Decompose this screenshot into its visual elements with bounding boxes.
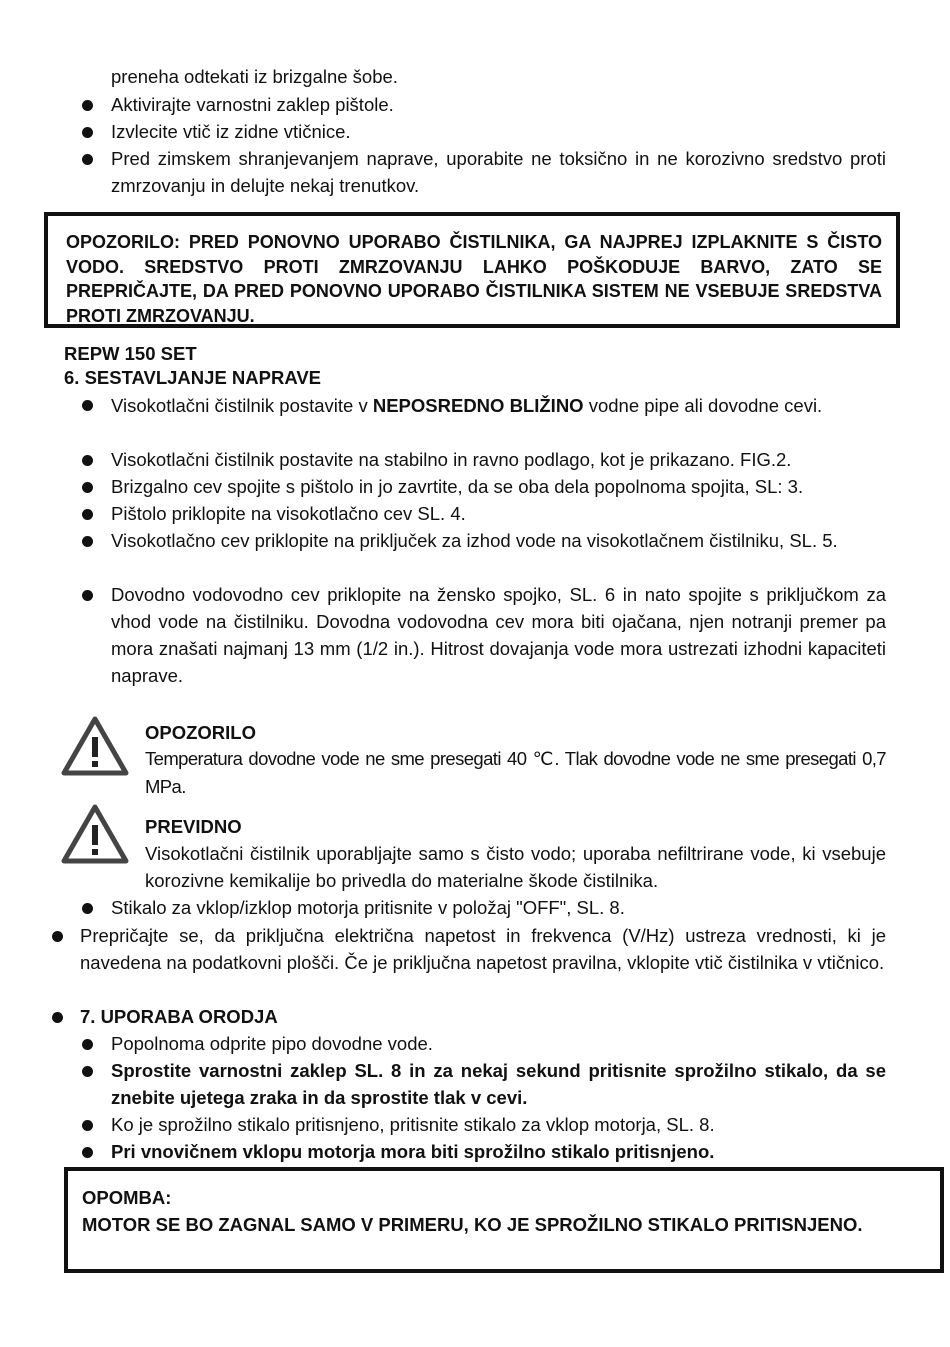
b1-post: vodne pipe ali dovodne cevi.: [583, 395, 823, 416]
bullet: [82, 1039, 93, 1050]
bullet: [82, 1066, 93, 1077]
notice-2-text: Visokotlačni čistilnik uporabljajte samo s čisto vodo; uporaba nefiltrirane vode, ki vsebuje korozivne kemikalije bo privedla do materialne škode čistilnika.: [145, 843, 886, 891]
section-6-bullet-6: Dovodno vodovodno cev priklopite na žensko spojko, SL. 6 in nato spojite s priključkom za vhod vode na čistilniku. Dovodna vodovodna cev mora biti ojačana, njen notranji premer pa mora znašati najmanj 13 mm (1/2 in.). Hitrost dovajanja vode mora ustrezati izhodni kapaciteti naprave.: [111, 584, 886, 686]
bullet: [82, 400, 93, 411]
bullet: [82, 903, 93, 914]
section-7-bullet-3: Ko je sprožilno stikalo pritisnjeno, pritisnite stikalo za vklop motorja, SL. 8.: [111, 1114, 715, 1135]
intro-bullet-1: Aktivirajte varnostni zaklep pištole.: [111, 94, 394, 115]
off-switch-bullet: Stikalo za vklop/izklop motorja pritisnite v položaj "OFF", SL. 8.: [111, 897, 625, 918]
section-6-bullet-3: Brizgalno cev spojite s pištolo in jo zavrtite, da se oba dela popolnoma spojita, SL: 3.: [111, 476, 804, 497]
bullet: [82, 509, 93, 520]
warning-triangle-icon: [60, 715, 130, 777]
bullet: [82, 590, 93, 601]
section-7-bullet-1: Popolnoma odprite pipo dovodne vode.: [111, 1033, 433, 1054]
section-7-heading: 7. UPORABA ORODJA: [80, 1006, 278, 1027]
note-box-title: OPOMBA:: [82, 1187, 172, 1208]
note-box: [64, 1167, 944, 1273]
bullet: [82, 127, 93, 138]
model-name: REPW 150 SET: [64, 343, 197, 364]
notice-2-title: PREVIDNO: [145, 816, 242, 837]
bullet: [82, 1147, 93, 1158]
notice-1-text: Temperatura dovodne vode ne sme presegati 40 ℃. Tlak dovodne vode ne sme presegati 0,7 MPa.: [145, 748, 886, 797]
bullet: [82, 1120, 93, 1131]
section-7-bullet-2: Sprostite varnostni zaklep SL. 8 in za nekaj sekund pritisnite sprožilno stikalo, da se znebite ujetega zraka in da sprostite tlak v cevi.: [111, 1060, 886, 1108]
intro-bullet-2: Izvlecite vtič iz zidne vtičnice.: [111, 121, 351, 142]
b1-pre: Visokotlačni čistilnik postavite v: [111, 395, 373, 416]
bullet: [82, 455, 93, 466]
caution-triangle-icon: [60, 803, 130, 865]
section-7-bullet-4: Pri vnovičnem vklopu motorja mora biti sprožilno stikalo pritisnjeno.: [111, 1141, 715, 1162]
section-6-bullet-1: [111, 392, 886, 419]
bullet: [52, 931, 63, 942]
notice-1-title: OPOZORILO: [145, 722, 256, 743]
bullet: [82, 100, 93, 111]
intro-continuation: preneha odtekati iz brizgalne šobe.: [111, 66, 398, 87]
warning-box: [44, 212, 900, 328]
warning-box-text: OPOZORILO: PRED PONOVNO UPORABO ČISTILNIKA, GA NAJPREJ IZPLAKNITE S ČISTO VODO. SREDSTVO PROTI ZMRZOVANJU LAHKO POŠKODUJE BARVO, ZATO SE PREPRIČAJTE, DA PRED PONOVNO UPORABO ČISTILNIKA SISTEM NE VSEBUJE SREDSTVA PROTI ZMRZOVANJU.: [66, 232, 882, 326]
section-6-bullet-2: Visokotlačni čistilnik postavite na stabilno in ravno podlago, kot je prikazano. FIG.2.: [111, 449, 792, 470]
bullet: [52, 1012, 63, 1023]
bullet: [82, 536, 93, 547]
bullet: [82, 482, 93, 493]
bullet: [82, 154, 93, 165]
section-6-bullet-4: Pištolo priklopite na visokotlačno cev SL. 4.: [111, 503, 466, 524]
section-6-bullet-5: Visokotlačno cev priklopite na priključek za izhod vode na visokotlačnem čistilniku, SL. 5.: [111, 530, 838, 551]
note-box-text: MOTOR SE BO ZAGNAL SAMO V PRIMERU, KO JE SPROŽILNO STIKALO PRITISNJENO.: [82, 1214, 863, 1235]
b1-bold: NEPOSREDNO BLIŽINO: [372, 395, 584, 416]
intro-bullet-3: Pred zimskem shranjevanjem naprave, uporabite ne toksično in ne korozivno sredstvo proti zmrzovanju in delujte nekaj trenutkov.: [111, 148, 886, 196]
section-6-heading: 6. SESTAVLJANJE NAPRAVE: [64, 367, 322, 388]
voltage-bullet: Prepričajte se, da priključna električna napetost in frekvenca (V/Hz) ustreza vrednosti, ki je navedena na podatkovni plošči. Če je priključna napetost pravilna, vklopite vtič čistilnika v vtičnico.: [80, 925, 886, 973]
